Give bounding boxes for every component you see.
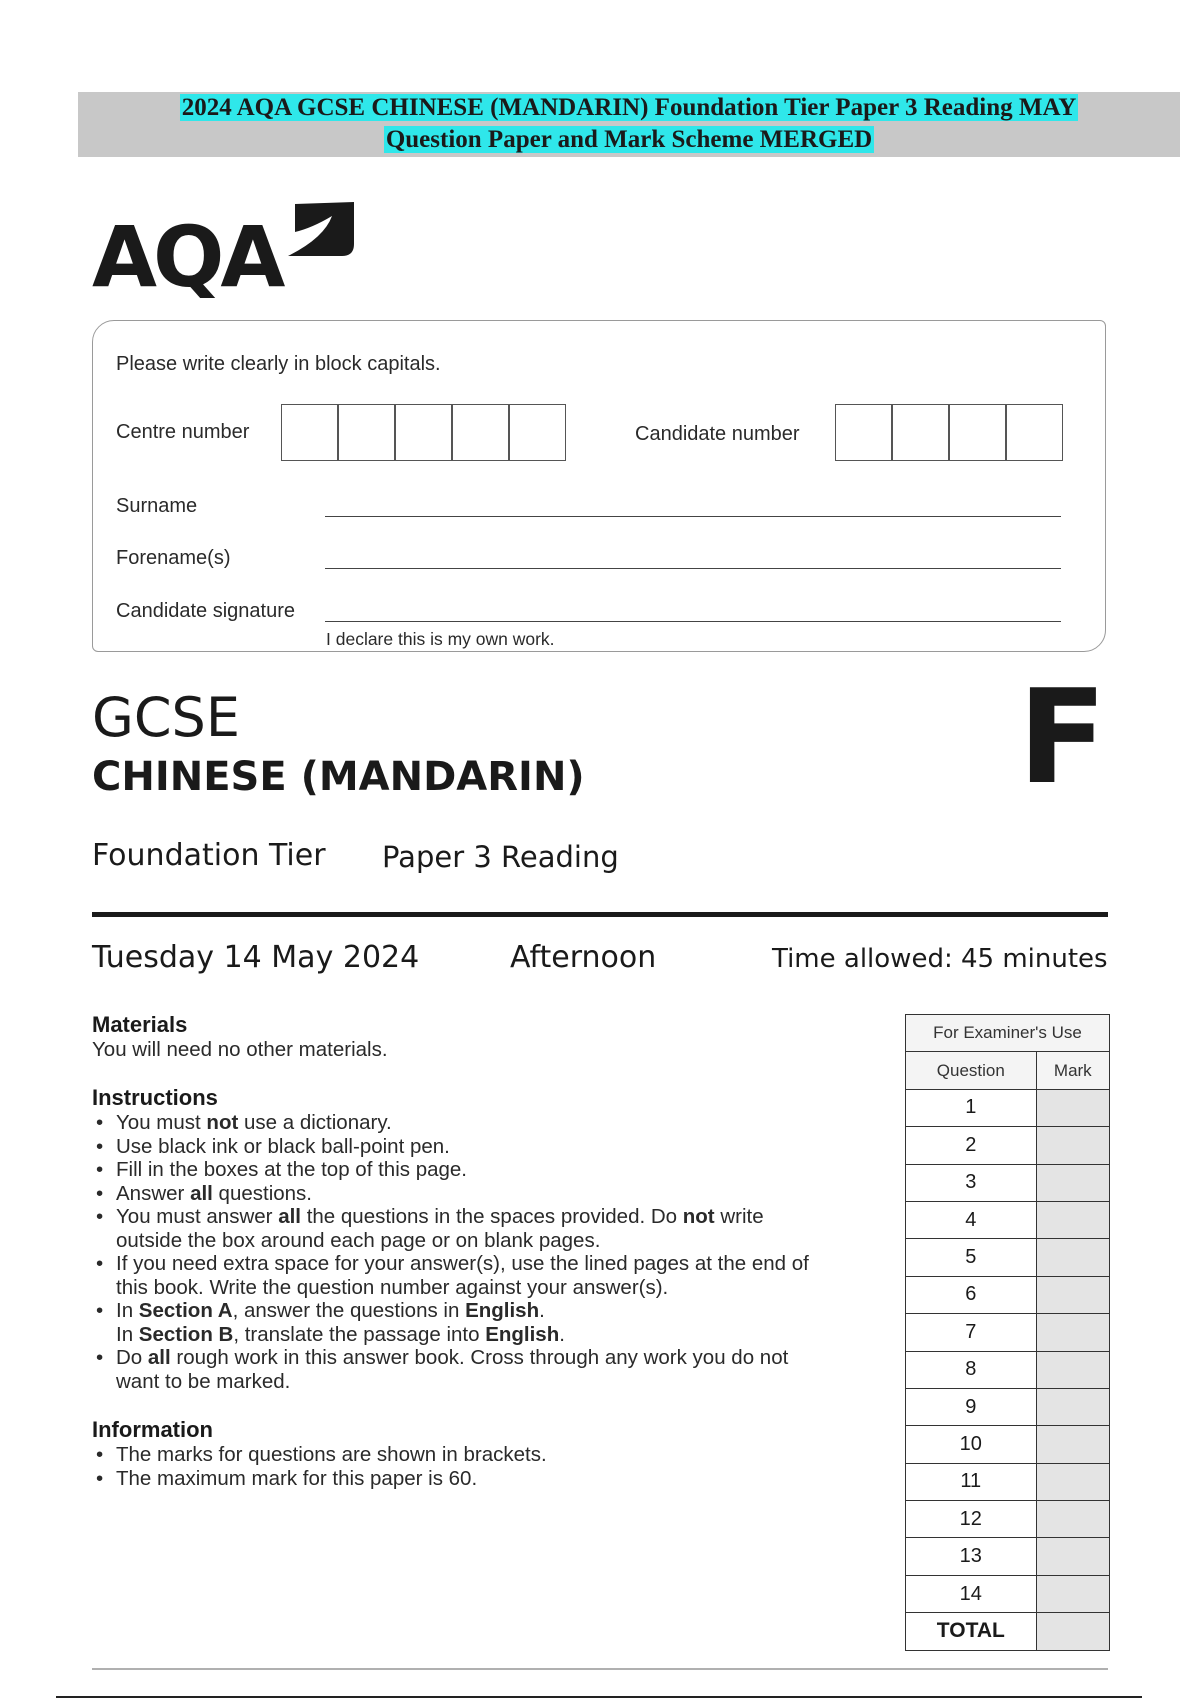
list-item: • Do all rough work in this answer book. Cross through any work you do not want to be marked.	[92, 1346, 892, 1393]
table-row	[906, 1276, 1110, 1313]
candidate-number-box[interactable]	[892, 404, 949, 461]
document-banner	[78, 92, 1180, 156]
exam-session: Afternoon	[510, 940, 657, 975]
mark-cell[interactable]	[1036, 1388, 1109, 1425]
centre-number-box[interactable]	[395, 404, 452, 461]
banner-line-2: Question Paper and Mark Scheme MERGED	[385, 126, 873, 153]
table-row	[906, 1239, 1110, 1276]
mark-cell[interactable]	[1036, 1239, 1109, 1276]
table-row	[906, 1351, 1110, 1388]
table-row	[906, 1575, 1110, 1612]
table-row	[906, 1314, 1110, 1351]
tier-letter: F	[1018, 661, 1107, 813]
mark-cell[interactable]	[1036, 1201, 1109, 1238]
mark-column-header: Mark	[1036, 1052, 1109, 1089]
signature-field[interactable]	[325, 621, 1061, 622]
aqa-logo-text: AQA	[92, 208, 282, 298]
list-item: • If you need extra space for your answer(s), use the lined pages at the end of this book. Write the question number against your answer(s).	[92, 1252, 892, 1299]
subject-title: CHINESE (MANDARIN)	[92, 754, 585, 800]
question-number: 2	[906, 1127, 1037, 1164]
banner-line-1: 2024 AQA GCSE CHINESE (MANDARIN) Foundation Tier Paper 3 Reading MAY	[181, 94, 1077, 121]
table-row	[906, 1201, 1110, 1238]
mark-cell[interactable]	[1036, 1538, 1109, 1575]
question-number: 5	[906, 1239, 1037, 1276]
list-item: • Use black ink or black ball-point pen.	[92, 1135, 892, 1159]
table-row	[906, 1127, 1110, 1164]
centre-number-box[interactable]	[338, 404, 395, 461]
materials-heading: Materials	[92, 1012, 188, 1037]
question-number: 6	[906, 1276, 1037, 1313]
centre-number-box[interactable]	[452, 404, 509, 461]
tier-label: Foundation Tier	[92, 838, 326, 873]
surname-label: Surname	[116, 495, 198, 517]
centre-number-box[interactable]	[281, 404, 338, 461]
list-item: • You must answer all the questions in the spaces provided. Do not write outside the box around each page or on blank pages.	[92, 1205, 892, 1252]
aqa-logo-flag-icon	[288, 202, 354, 256]
mark-cell[interactable]	[1036, 1426, 1109, 1463]
time-allowed: Time allowed: 45 minutes	[772, 944, 1108, 974]
list-item: • Fill in the boxes at the top of this page.	[92, 1158, 892, 1182]
question-number: 3	[906, 1164, 1037, 1201]
table-row	[906, 1089, 1110, 1126]
question-number: 12	[906, 1501, 1037, 1538]
instructions-heading: Instructions	[92, 1085, 218, 1110]
table-row	[906, 1426, 1110, 1463]
question-number: 11	[906, 1463, 1037, 1500]
surname-field[interactable]	[325, 516, 1061, 517]
total-label: TOTAL	[906, 1613, 1037, 1650]
table-row	[906, 1164, 1110, 1201]
mark-cell[interactable]	[1036, 1575, 1109, 1612]
question-number: 10	[906, 1426, 1037, 1463]
list-item: • The maximum mark for this paper is 60.	[92, 1467, 892, 1491]
mark-cell[interactable]	[1036, 1127, 1109, 1164]
question-number: 8	[906, 1351, 1037, 1388]
question-number: 9	[906, 1388, 1037, 1425]
candidate-number-label: Candidate number	[635, 423, 800, 445]
candidate-number-box[interactable]	[835, 404, 892, 461]
block-capitals-instruction: Please write clearly in block capitals.	[116, 353, 441, 375]
mark-cell[interactable]	[1036, 1501, 1109, 1538]
centre-number-label: Centre number	[116, 421, 250, 443]
candidate-number-box[interactable]	[949, 404, 1006, 461]
information-heading: Information	[92, 1417, 213, 1442]
instructions-list	[92, 1111, 892, 1393]
list-item: • The marks for questions are shown in brackets.	[92, 1443, 892, 1467]
question-number: 13	[906, 1538, 1037, 1575]
total-mark-cell[interactable]	[1036, 1613, 1109, 1650]
centre-number-box[interactable]	[509, 404, 566, 461]
table-row	[906, 1538, 1110, 1575]
mark-cell[interactable]	[1036, 1089, 1109, 1126]
forenames-label: Forename(s)	[116, 547, 231, 569]
question-column-header: Question	[906, 1052, 1037, 1089]
question-number: 14	[906, 1575, 1037, 1612]
exam-date: Tuesday 14 May 2024	[92, 940, 420, 975]
candidate-number-box[interactable]	[1006, 404, 1063, 461]
materials-text: You will need no other materials.	[92, 1038, 388, 1061]
footer-divider	[92, 1668, 1108, 1670]
list-item: • You must not use a dictionary.	[92, 1111, 892, 1135]
forenames-field[interactable]	[325, 568, 1061, 569]
information-section	[92, 1417, 892, 1490]
signature-label: Candidate signature	[116, 600, 296, 622]
mark-cell[interactable]	[1036, 1463, 1109, 1500]
table-row	[906, 1501, 1110, 1538]
question-number: 4	[906, 1201, 1037, 1238]
table-row	[906, 1463, 1110, 1500]
qualification-title: GCSE	[92, 686, 240, 749]
page-bottom-divider	[56, 1696, 1142, 1698]
title-divider	[92, 912, 1108, 917]
aqa-logo	[92, 198, 362, 298]
list-item: • Answer all questions.	[92, 1182, 892, 1206]
materials-section	[92, 1012, 892, 1062]
examiner-use-table	[905, 1014, 1110, 1651]
list-item: • In Section A, answer the questions in English. In Section B, translate the passage into English.	[92, 1299, 892, 1346]
question-number: 7	[906, 1314, 1037, 1351]
examiner-table-title: For Examiner's Use	[906, 1015, 1110, 1052]
paper-label: Paper 3 Reading	[382, 840, 619, 874]
table-row	[906, 1613, 1110, 1650]
mark-cell[interactable]	[1036, 1351, 1109, 1388]
mark-cell[interactable]	[1036, 1164, 1109, 1201]
information-list	[92, 1443, 892, 1490]
table-row	[906, 1388, 1110, 1425]
mark-cell[interactable]	[1036, 1276, 1109, 1313]
instructions-section	[92, 1085, 892, 1393]
question-number: 1	[906, 1089, 1037, 1126]
declaration-text: I declare this is my own work.	[326, 629, 555, 649]
mark-cell[interactable]	[1036, 1314, 1109, 1351]
